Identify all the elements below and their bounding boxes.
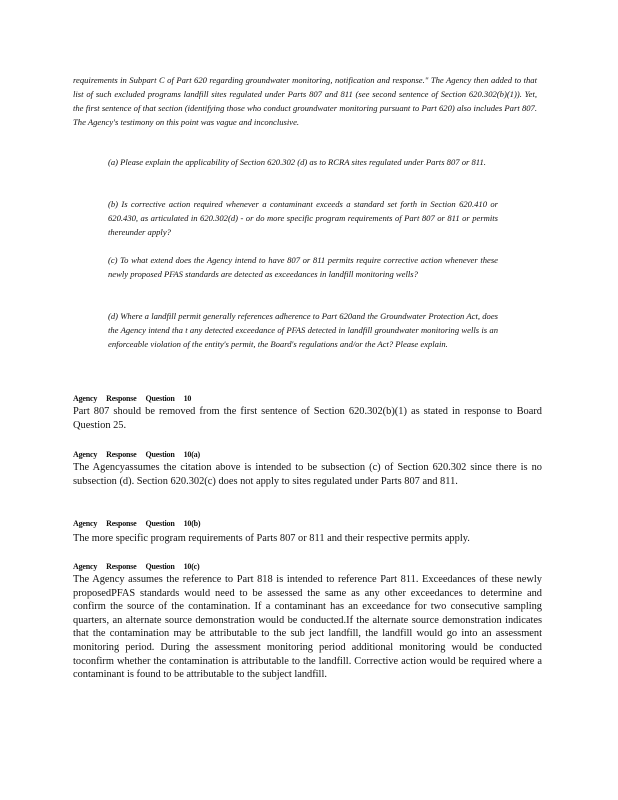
question-10d: (d) Where a landfill permit generally references adherence to Part 620and the Groundwater Protection Act, does the Agency intend tha t any detected exceedance of PFAS detected in landfill groundwater monitoring wells is an enforceable violation of the entity's permit, the Board's regulations and/or the Act? Please explain. xyxy=(108,311,498,349)
response-text-10: Part 807 should be removed from the first sentence of Section 620.302(b)(1) as stated in response to Board Question 25. xyxy=(73,406,542,431)
response-text-10a: The Agencyassumes the citation above is intended to be subsection (c) of Section 620.302 since there is no subsection (d). Section 620.302(c) does not apply to sites regulated under Parts 807 and 811. xyxy=(73,462,542,487)
question-10a: (a) Please explain the applicability of Section 620.302 (d) as to RCRA sites regulated under Parts 807 or 811. xyxy=(108,157,486,167)
response-header-10b: Agency Response Question 10(b) xyxy=(73,519,201,528)
response-header-10: Agency Response Question 10 xyxy=(73,394,192,403)
response-text-10b: The more specific program requirements of Parts 807 or 811 and their respective permits apply. xyxy=(73,533,470,544)
question-10c: (c) To what extend does the Agency intend to have 807 or 811 permits require corrective action whenever these newly proposed PFAS standards are detected as exceedances in landfill monitoring wells? xyxy=(108,255,498,279)
intro-paragraph: requirements in Subpart C of Part 620 regarding groundwater monitoring, notification and response." The Agency then added to that list of such excluded programs landfill sites regulated under Parts 807 and 811 (see second sentence of Section 620.302(b)(1)). Yet, the first sentence of that section (identifying those who conduct groundwater monitoring pursuant to Part 620) also includes Part 807. The Agency's testimony on this point was vague and inconclusive. xyxy=(73,75,537,127)
response-header-10a: Agency Response Question 10(a) xyxy=(73,450,200,459)
response-header-10c: Agency Response Question 10(c) xyxy=(73,562,200,571)
question-10b: (b) Is corrective action required whenever a contaminant exceeds a standard set forth in Section 620.410 or 620.430, as articulated in 620.302(d) - or do more specific program requirements of Part 807 or 811 or permits thereunder apply? xyxy=(108,199,498,237)
response-text-10c: The Agency assumes the reference to Part 818 is intended to reference Part 811. Exceedances of these newly proposedPFAS standards would need to be assessed the same as any other exceedances to determine and confirm the source of the contamination. If a contaminant has an exceedance for two consecutive sampling quarters, an alternate source demonstration would be conducted.If the alternate source demonstration indicates that the contamination may be attributable to the sub ject landfill, the landfill would go into an assessment monitoring period. During the assessment monitoring period additional monitoring would be conducted toconfirm whether the contamination is attributable to the landfill. Corrective action would be required where a contaminant is found to be attributable to the subject landfill. xyxy=(73,574,542,681)
